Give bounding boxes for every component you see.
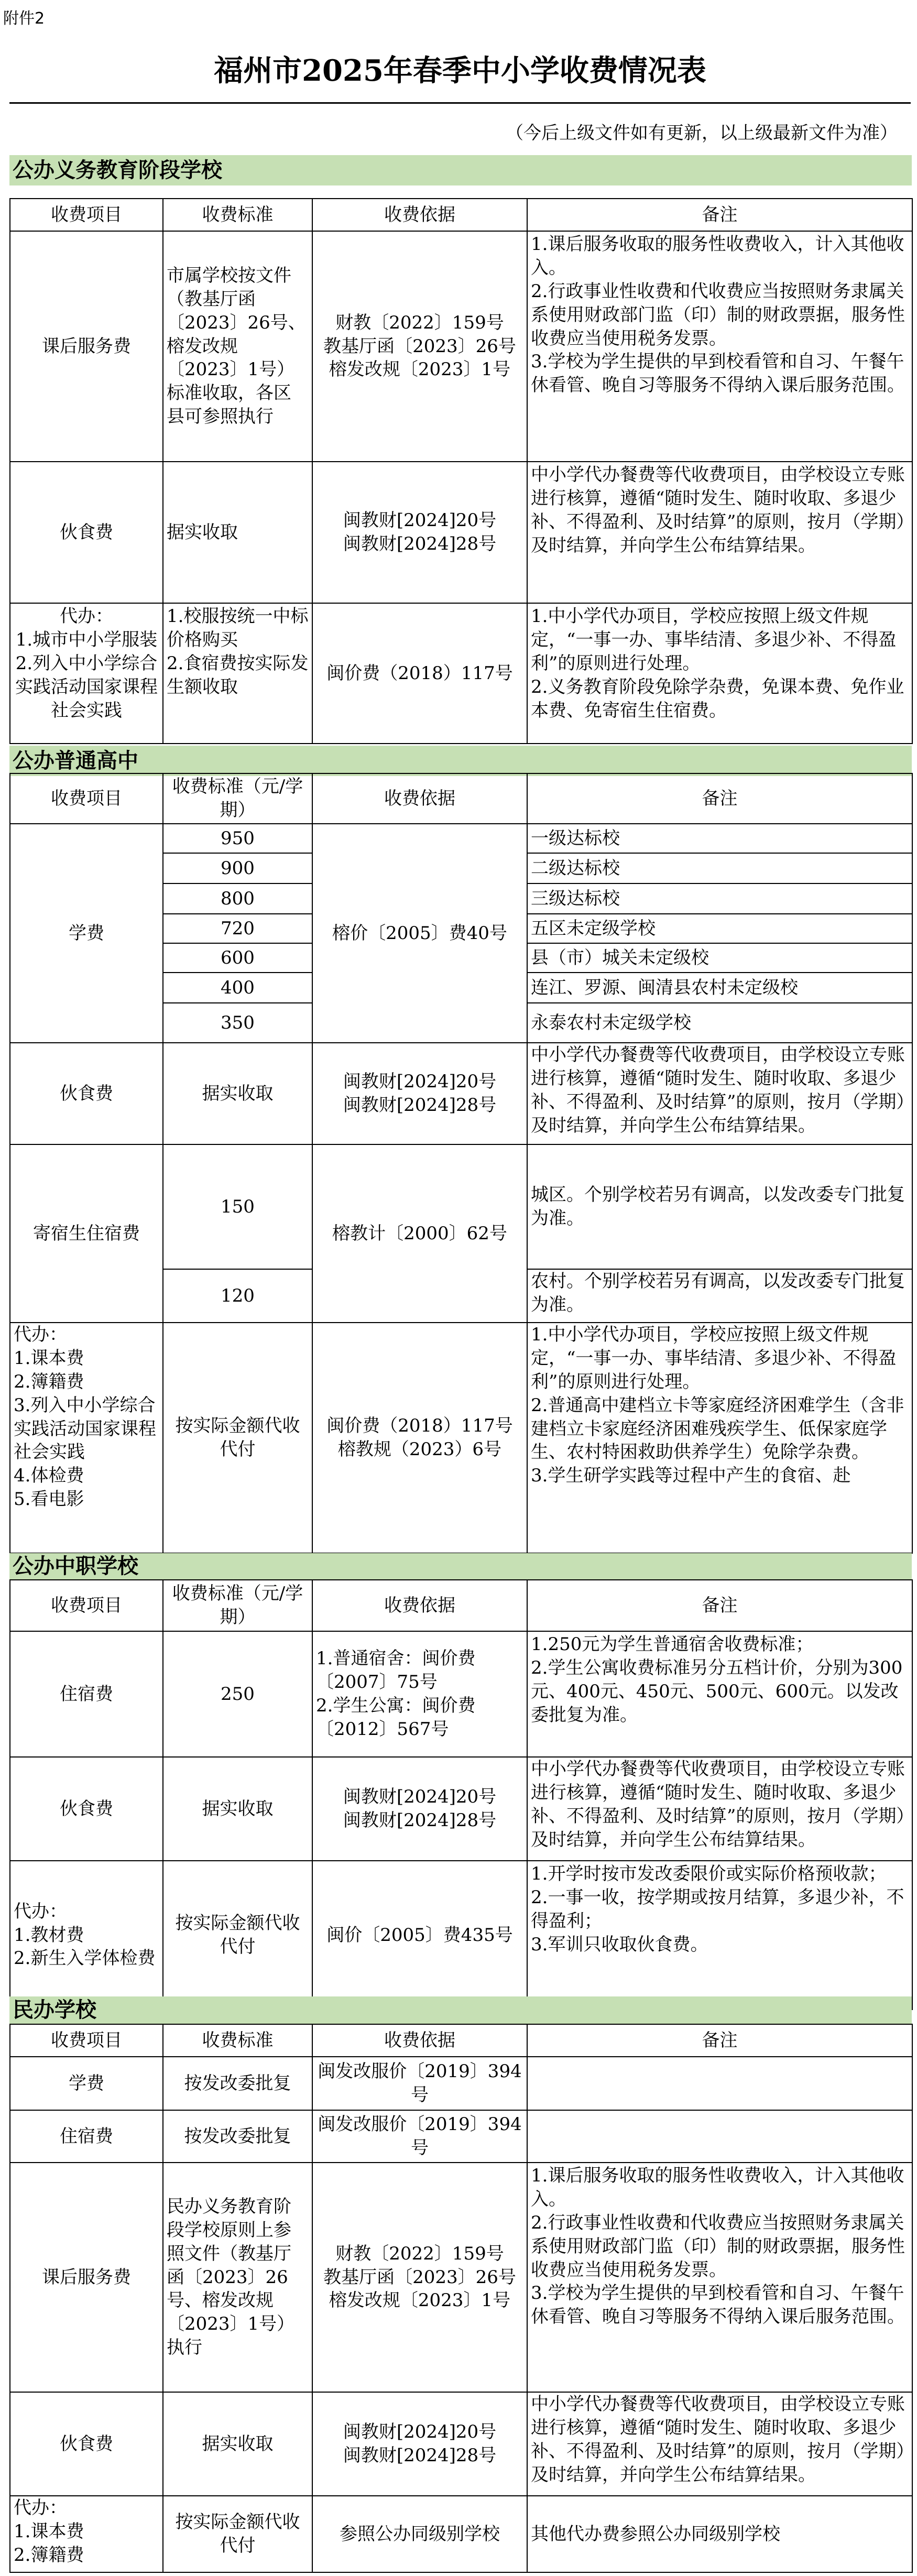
cell-basis: 闽发改服价〔2019〕394号 bbox=[312, 2110, 527, 2163]
table-header-row bbox=[10, 773, 912, 824]
table-row bbox=[10, 1757, 912, 1861]
cell-standard: 按实际金额代收代付 bbox=[163, 1861, 312, 2010]
header-standard: 收费标准 bbox=[163, 2024, 312, 2057]
cell-basis: 参照公办同级别学校 bbox=[312, 2496, 527, 2572]
cell-remarks: 1.开学时按市发改委限价或实际价格预收款； 2.一事一收，按学期或按月结算，多退少补，不得盈利； 3.军训只收取伙食费。 bbox=[527, 1861, 912, 2010]
header-basis: 收费依据 bbox=[312, 773, 527, 824]
cell-item: 伙食费 bbox=[10, 1043, 163, 1144]
table-row bbox=[10, 1144, 912, 1269]
cell-remarks: 三级达标校 bbox=[527, 883, 912, 914]
cell-standard: 350 bbox=[163, 1003, 312, 1043]
cell-remarks: 1.250元为学生普通宿舍收费标准； 2.学生公寓收费标准另分五档计价，分别为300元、400元、450元、500元、600元。以发改委批复为准。 bbox=[527, 1631, 912, 1757]
cell-standard: 按实际金额代收代付 bbox=[163, 2496, 312, 2572]
cell-standard: 据实收取 bbox=[163, 2392, 312, 2496]
cell-remarks: 五区未定级学校 bbox=[527, 914, 912, 943]
cell-standard: 按实际金额代收代付 bbox=[163, 1323, 312, 1553]
cell-standard: 400 bbox=[163, 973, 312, 1003]
cell-standard: 720 bbox=[163, 914, 312, 943]
header-basis: 收费依据 bbox=[312, 199, 527, 231]
cell-standard: 民办义务教育阶段学校原则上参照文件（教基厅函〔2023〕26号、榕发改规〔2023〕1号）执行 bbox=[163, 2163, 312, 2392]
cell-remarks: 1.中小学代办项目，学校应按照上级文件规定，“一事一办、事毕结清、多退少补、不得盈利”的原则进行处理。 2.普通高中建档立卡等家庭经济困难学生（含非建档立卡家庭经济困难残疾学生、低保家庭学生、农村特困救助供养学生）免除学杂费。 3.学生研学实践等过程中产生的食宿、赴 bbox=[531, 1324, 904, 1487]
cell-item: 寄宿生住宿费 bbox=[10, 1144, 163, 1323]
header-standard: 收费标准（元/学期） bbox=[163, 1580, 312, 1631]
cell-basis: 闽发改服价〔2019〕394号 bbox=[312, 2057, 527, 2110]
cell-item: 伙食费 bbox=[10, 2392, 163, 2496]
cell-standard: 据实收取 bbox=[163, 1043, 312, 1144]
cell-standard: 按发改委批复 bbox=[163, 2057, 312, 2110]
table-header-row bbox=[10, 1580, 912, 1631]
cell-standard: 600 bbox=[163, 943, 312, 973]
cell-standard: 120 bbox=[163, 1269, 312, 1323]
table-row bbox=[10, 603, 912, 744]
section-header-high-school: 公办普通高中 bbox=[9, 746, 912, 776]
cell-basis: 闽教财[2024]20号 闽教财[2024]28号 bbox=[312, 1757, 527, 1861]
cell-remarks bbox=[527, 2057, 912, 2110]
cell-remarks: 二级达标校 bbox=[527, 853, 912, 883]
cell-basis: 1.普通宿舍：闽价费〔2007〕75号 2.学生公寓：闽价费〔2012〕567号 bbox=[312, 1631, 527, 1757]
cell-item: 代办： 1.课本费 2.簿籍费 bbox=[14, 2497, 84, 2566]
table-row bbox=[10, 462, 912, 603]
cell-remarks bbox=[527, 2110, 912, 2163]
cell-item: 住宿费 bbox=[10, 2110, 163, 2163]
table-row bbox=[10, 824, 912, 853]
header-item: 收费项目 bbox=[10, 1580, 163, 1631]
table-row bbox=[10, 1323, 912, 1553]
header-remarks: 备注 bbox=[527, 1580, 912, 1631]
cell-basis: 闽价费（2018）117号 bbox=[312, 603, 527, 744]
cell-standard: 950 bbox=[163, 824, 312, 853]
cell-standard: 900 bbox=[163, 853, 312, 883]
header-remarks: 备注 bbox=[527, 773, 912, 824]
table-header-row bbox=[10, 199, 912, 231]
table-row bbox=[10, 2057, 912, 2110]
cell-item: 代办： 1.课本费 2.簿籍费 3.列入中小学综合实践活动国家课程社会实践 4.体检费 5.看电影 bbox=[14, 1324, 156, 1510]
cell-remarks: 1.中小学代办项目，学校应按照上级文件规定，“一事一办、事毕结清、多退少补、不得盈利”的原则进行处理。 2.义务教育阶段免除学杂费，免课本费、免作业本费、免寄宿生住宿费。 bbox=[527, 603, 912, 744]
cell-item: 代办： 1.教材费 2.新生入学体检费 bbox=[10, 1861, 163, 2010]
header-item: 收费项目 bbox=[10, 2024, 163, 2057]
cell-remarks: 中小学代办餐费等代收费项目，由学校设立专账进行核算，遵循“随时发生、随时收取、多退少补、不得盈利、及时结算”的原则，按月（学期）及时结算，并向学生公布结算结果。 bbox=[531, 1759, 905, 1850]
cell-item: 代办： 1.城市中小学服装 2.列入中小学综合实践活动国家课程社会实践 bbox=[10, 603, 163, 744]
table-row bbox=[10, 1861, 912, 2010]
cell-remarks: 连江、罗源、闽清县农村未定级校 bbox=[527, 973, 912, 1003]
cell-remarks: 永泰农村未定级学校 bbox=[527, 1003, 912, 1043]
cell-standard: 800 bbox=[163, 883, 312, 914]
cell-basis: 财教〔2022〕159号 教基厅函〔2023〕26号 榕发改规〔2023〕1号 bbox=[312, 231, 527, 462]
cell-basis: 闽教财[2024]20号 闽教财[2024]28号 bbox=[312, 2392, 527, 2496]
section-header-compulsory: 公办义务教育阶段学校 bbox=[9, 155, 912, 185]
cell-standard: 250 bbox=[163, 1631, 312, 1757]
cell-basis: 闽价〔2005〕费435号 bbox=[312, 1861, 527, 2010]
table-compulsory bbox=[9, 198, 913, 744]
cell-item: 伙食费 bbox=[10, 1757, 163, 1861]
cell-item: 学费 bbox=[10, 2057, 163, 2110]
cell-basis: 财教〔2022〕159号 教基厅函〔2023〕26号 榕发改规〔2023〕1号 bbox=[312, 2163, 527, 2392]
cell-remarks: 1.课后服务收取的服务性收费收入，计入其他收入。 2.行政事业性收费和代收费应当按照财务隶属关系使用财政部门监（印）制的财政票据，服务性收费应当使用税务发票。 3.学校为学生提供的早到校看管和自习、午餐午休看管、晚自习等服务不得纳入课后服务范围。 bbox=[527, 231, 912, 462]
cell-item: 课后服务费 bbox=[10, 231, 163, 462]
table-private bbox=[9, 2024, 913, 2573]
cell-remarks: 农村。个别学校若另有调高，以发改委专门批复为准。 bbox=[531, 1271, 905, 1315]
header-standard: 收费标准（元/学期） bbox=[163, 773, 312, 824]
page-subtitle: （今后上级文件如有更新，以上级最新文件为准） bbox=[506, 123, 898, 144]
page-title: 福州市2025年春季中小学收费情况表 bbox=[9, 39, 911, 104]
cell-item: 伙食费 bbox=[10, 462, 163, 603]
cell-remarks: 中小学代办餐费等代收费项目，由学校设立专账进行核算，遵循“随时发生、随时收取、多退少补、不得盈利、及时结算”的原则，按月（学期）及时结算，并向学生公布结算结果。 bbox=[527, 462, 912, 603]
cell-standard: 市属学校按文件（教基厅函〔2023〕26号、榕发改规〔2023〕1号）标准收取，各区县可参照执行 bbox=[163, 231, 312, 462]
cell-remarks: 一级达标校 bbox=[527, 824, 912, 853]
table-row bbox=[10, 2496, 912, 2572]
table-header-row bbox=[10, 2024, 912, 2057]
table-row bbox=[10, 231, 912, 462]
cell-remarks: 1.课后服务收取的服务性收费收入，计入其他收入。 2.行政事业性收费和代收费应当按照财务隶属关系使用财政部门监（印）制的财政票据，服务性收费应当使用税务发票。 3.学校为学生提供的早到校看管和自习、午餐午休看管、晚自习等服务不得纳入课后服务范围。 bbox=[527, 2163, 912, 2392]
cell-standard: 150 bbox=[163, 1144, 312, 1269]
cell-standard: 据实收取 bbox=[163, 462, 312, 603]
table-row bbox=[10, 1631, 912, 1757]
table-row bbox=[10, 2110, 912, 2163]
cell-basis: 闽教财[2024]20号 闽教财[2024]28号 bbox=[312, 462, 527, 603]
cell-remarks: 中小学代办餐费等代收费项目，由学校设立专账进行核算，遵循“随时发生、随时收取、多退少补、不得盈利、及时结算”的原则，按月（学期）及时结算，并向学生公布结算结果。 bbox=[531, 1044, 905, 1136]
cell-basis: 闽教财[2024]20号 闽教财[2024]28号 bbox=[312, 1043, 527, 1144]
annex-label: 附件2 bbox=[3, 9, 45, 28]
header-remarks: 备注 bbox=[527, 2024, 912, 2057]
cell-item: 课后服务费 bbox=[10, 2163, 163, 2392]
cell-remarks: 中小学代办餐费等代收费项目，由学校设立专账进行核算，遵循“随时发生、随时收取、多退少补、不得盈利、及时结算”的原则，按月（学期）及时结算，并向学生公布结算结果。 bbox=[531, 2394, 905, 2485]
table-high-school bbox=[9, 773, 913, 1554]
header-basis: 收费依据 bbox=[312, 2024, 527, 2057]
header-standard: 收费标准 bbox=[163, 199, 312, 231]
cell-remarks: 城区。个别学校若另有调高，以发改委专门批复为准。 bbox=[527, 1144, 912, 1269]
header-basis: 收费依据 bbox=[312, 1580, 527, 1631]
cell-basis: 榕价〔2005〕费40号 bbox=[312, 824, 527, 1043]
cell-standard: 1.校服按统一中标价格购买 2.食宿费按实际发生额收取 bbox=[163, 603, 312, 744]
section-header-vocational: 公办中职学校 bbox=[9, 1553, 912, 1579]
cell-standard: 按发改委批复 bbox=[163, 2110, 312, 2163]
header-item: 收费项目 bbox=[10, 773, 163, 824]
table-vocational bbox=[9, 1579, 913, 2010]
cell-remarks: 其他代办费参照公办同级别学校 bbox=[527, 2496, 912, 2572]
section-header-private: 民办学校 bbox=[9, 1996, 912, 2024]
cell-remarks: 县（市）城关未定级校 bbox=[527, 943, 912, 973]
header-item: 收费项目 bbox=[10, 199, 163, 231]
cell-item: 学费 bbox=[10, 824, 163, 1043]
cell-standard: 据实收取 bbox=[163, 1757, 312, 1861]
table-row bbox=[10, 1043, 912, 1144]
cell-basis: 榕教计〔2000〕62号 bbox=[312, 1144, 527, 1323]
header-remarks: 备注 bbox=[527, 199, 912, 231]
table-row bbox=[10, 2163, 912, 2392]
table-row bbox=[10, 2392, 912, 2496]
cell-basis: 闽价费（2018）117号 榕教规（2023）6号 bbox=[312, 1323, 527, 1553]
cell-item: 住宿费 bbox=[10, 1631, 163, 1757]
